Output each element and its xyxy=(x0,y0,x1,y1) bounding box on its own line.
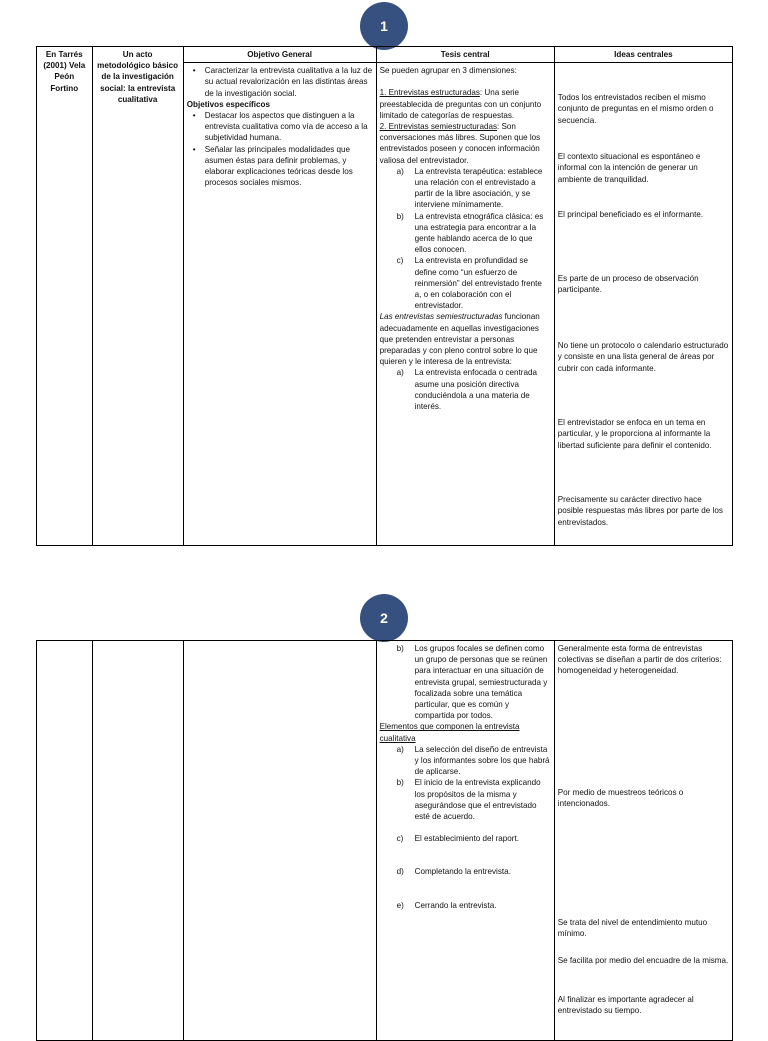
list-text: La selección del diseño de entrevista y los informantes sobre los que habrá de aplicarse. xyxy=(414,744,550,777)
list-letter: d) xyxy=(396,867,404,877)
idea-text: El contexto situacional es espontáneo e informal con la intención de generar un ambiente de tranquilidad. xyxy=(557,152,701,184)
list-letter: a) xyxy=(396,166,404,176)
summary-table-continued xyxy=(36,640,733,1041)
tesis-structured-title: 1. Entrevistas estructuradas xyxy=(379,88,480,98)
list-text: La entrevista terapéutica: establece una relación con el entrevistado a partir de la libre asociación, y se interviene mínimamente. xyxy=(414,166,543,210)
list-text: Los grupos focales se definen como un grupo de personas que se reúnen para interactuar en una situación de entrevista grupal, semiestructurada y focalizada sobre una temática particular, que es común y compartida por todos. xyxy=(414,644,548,721)
idea-text: Generalmente esta forma de entrevistas colectivas se diseñan a partir de dos criterios: homogeneidad y heterogeneidad. xyxy=(557,644,722,676)
list-item xyxy=(380,166,551,211)
header-ideas: Ideas centrales xyxy=(554,47,732,63)
list-item xyxy=(380,744,551,778)
tesis-structured xyxy=(380,87,551,121)
list-letter: a) xyxy=(396,368,404,378)
idea-text: Por medio de muestreos teóricos o intencionados. xyxy=(557,788,684,809)
tesis-semistructured xyxy=(380,121,551,166)
idea-text: El principal beneficiado es el informante. xyxy=(557,210,704,220)
list-letter: e) xyxy=(396,900,404,910)
ideas-cell xyxy=(554,63,732,546)
semi-text: funcionan adecuadamente en aquellas investigaciones que pretenden entrevistar a personas preparadas y con pleno control sobre lo que quieren y le interesa de la entrevista: xyxy=(379,312,540,367)
table-row xyxy=(37,47,733,63)
list-text: Cerrando la entrevista. xyxy=(414,900,497,910)
semi-italic: Las entrevistas semiestructuradas xyxy=(379,312,503,322)
list-text: La entrevista en profundidad se define como “un esfuerzo de reinmersión” del entrevistado frente a, o en colaboración con el entrevistador. xyxy=(414,256,542,311)
section-heading: Objetivos específicos xyxy=(186,99,270,109)
list-item xyxy=(380,255,551,311)
list-item xyxy=(380,900,551,911)
list-item xyxy=(380,367,551,412)
objetivos-cell xyxy=(183,63,376,546)
tesis-intro: Se pueden agrupar en 3 dimensiones: xyxy=(379,66,517,76)
tesis-semistructured-title: 2. Entrevistas semiestructuradas xyxy=(379,122,498,132)
list-text: La entrevista etnográfica clásica: es una estrategia para encontrar a la gente hablando acerca de lo que ellos conocen. xyxy=(414,211,544,255)
list-text: El inicio de la entrevista explicando los propósitos de la misma y asegurándose que el entrevistado esté de acuerdo. xyxy=(414,778,541,822)
title-cell: Un acto metodológico básico de la investigación social: la entrevista cualitativa xyxy=(92,47,183,546)
idea-text: No tiene un protocolo o calendario estructurado y consiste en una lista general de áreas por cubrir con cada informante. xyxy=(557,341,729,373)
header-tesis: Tesis central xyxy=(376,47,554,63)
ideas-cell xyxy=(554,641,732,1041)
list-item: • Destacar los aspectos que distinguen a la entrevista cualitativa como vía de acceso a la subjetividad humana. xyxy=(187,110,373,144)
tesis-cell xyxy=(376,63,554,546)
list-text: La entrevista enfocada o centrada asume una posición directiva conduciéndola a una materia de interés. xyxy=(414,368,537,412)
list-item xyxy=(380,833,551,844)
list-item xyxy=(380,866,551,877)
idea-text: Al finalizar es importante agradecer al entrevistado su tiempo. xyxy=(557,995,694,1016)
summary-table xyxy=(36,46,733,546)
list-letter: b) xyxy=(396,211,404,221)
author-cell xyxy=(37,641,93,1041)
author-cell: En Tarrés (2001) Vela Peón Fortino xyxy=(37,47,93,546)
idea-text: Es parte de un proceso de observación participante. xyxy=(557,274,699,295)
title-cell xyxy=(92,641,183,1041)
list-item xyxy=(380,211,551,256)
objetivos-cell xyxy=(183,641,376,1041)
list-text: El establecimiento del raport. xyxy=(414,834,519,844)
list-text: Completando la entrevista. xyxy=(414,867,511,877)
idea-text: El entrevistador se enfoca en un tema en particular, y le proporciona al informante la libertad suficiente para definir el contenido. xyxy=(557,418,712,450)
table-row xyxy=(37,641,733,1041)
list-letter: c) xyxy=(396,256,404,266)
list-item xyxy=(380,643,551,721)
tesis-semistructured-text: : Son conversaciones más libres. Suponen que los entrevistados poseen y conocen información valiosa del entrevistador. xyxy=(379,122,541,165)
tesis-cell xyxy=(376,641,554,1041)
idea-text: Todos los entrevistados reciben el mismo conjunto de preguntas en el mismo orden o secuencia. xyxy=(557,93,714,125)
list-letter: a) xyxy=(396,744,404,754)
idea-text: Precisamente su carácter directivo hace posible respuestas más libres por parte de los entrevistados. xyxy=(557,495,723,527)
list-item: • Señalar las principales modalidades que asumen éstas para definir problemas, y elaborar explicaciones teóricas desde los procesos sociales mismos. xyxy=(187,144,373,189)
list-letter: c) xyxy=(396,834,404,844)
idea-text: Se trata del nivel de entendimiento mutuo mínimo. xyxy=(557,918,708,939)
list-item: • Caracterizar la entrevista cualitativa a la luz de su actual revalorización en las distintas áreas de la investigación social. xyxy=(187,65,373,99)
header-objetivo: Objetivo General xyxy=(183,47,376,63)
idea-text: Se facilita por medio del encuadre de la misma. xyxy=(557,956,729,965)
list-letter: b) xyxy=(396,644,404,653)
section-heading: Elementos que componen la entrevista cualitativa xyxy=(379,722,520,743)
tesis-structured-text: : Una serie preestablecida de preguntas con un conjunto limitado de categorías de respuestas. xyxy=(379,88,542,120)
list-letter: b) xyxy=(396,778,404,788)
page-number-badge: 2 xyxy=(360,594,408,642)
page-number-badge: 1 xyxy=(360,2,408,50)
semi-paragraph xyxy=(380,311,551,367)
list-item xyxy=(380,777,551,822)
